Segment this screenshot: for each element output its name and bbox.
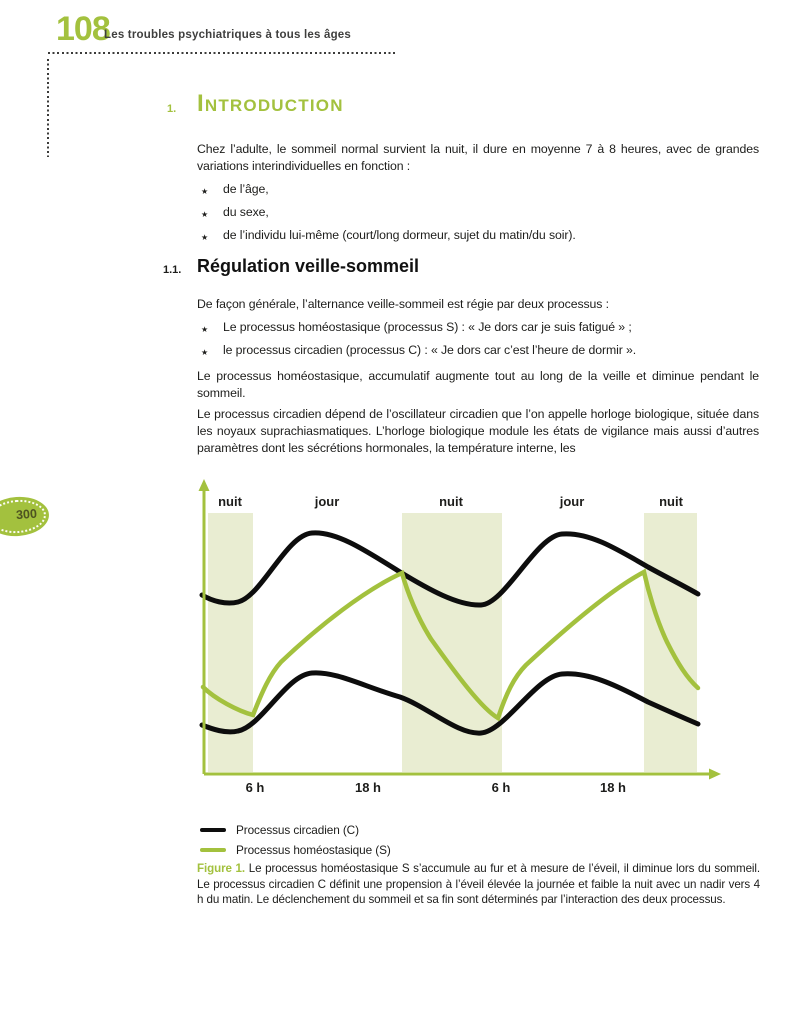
star-bullet-icon: ★ [201, 348, 209, 357]
svg-text:nuit: nuit [659, 494, 683, 509]
legend-label: Processus circadien (C) [236, 823, 359, 837]
legend-row-homeostasique [200, 840, 391, 860]
margin-dotted-rule [47, 59, 49, 157]
period-labels [218, 494, 683, 509]
paragraph-homeostatique: Le processus homéostasique, accumulatif augmente tout au long de la veille et diminue pendant le sommeil. [197, 369, 759, 400]
green-line-swatch-icon [200, 848, 226, 853]
legend-label: Processus homéostasique (S) [236, 843, 391, 857]
page-number-tab [0, 495, 50, 538]
list-item [201, 342, 757, 359]
svg-text:18 h: 18 h [354, 780, 382, 795]
svg-text:6 h: 6 h [491, 780, 511, 795]
list-item [201, 227, 757, 244]
black-line-swatch-icon [200, 828, 226, 833]
legend-row-circadien [200, 820, 391, 840]
two-process-model-chart [196, 478, 726, 800]
star-bullet-icon: ★ [201, 233, 209, 242]
list-item [201, 319, 757, 336]
svg-text:jour: jour [559, 494, 585, 509]
x-tick-labels [246, 780, 626, 795]
paragraph-circadien: Le processus circadien dépend de l’oscillateur circadien que l’on appelle horloge biologique, située dans les noyaux suprachiasmatiques. L’horloge biologique module les états de vigilance mais aussi d’autres paramètres dont les sécrétions hormonales, la température interne, les [197, 407, 759, 455]
svg-text:18 h: 18 h [599, 780, 627, 795]
intro-bullet-list [201, 181, 757, 250]
intro-lead-paragraph: Chez l’adulte, le sommeil normal survient la nuit, il dure en moyenne 7 à 8 heures, avec de grandes variations interindividuelles en fonction : [197, 142, 759, 173]
page-number: 300 [15, 506, 38, 523]
list-item [201, 181, 757, 198]
list-item-text: de l’âge, [223, 182, 269, 196]
list-item-text: de l’individu lui-même (court/long dormeur, sujet du matin/du soir). [223, 228, 576, 242]
star-bullet-icon: ★ [201, 187, 209, 196]
svg-text:nuit: nuit [439, 494, 463, 509]
star-bullet-icon: ★ [201, 325, 209, 334]
list-item [201, 204, 757, 221]
figure-caption-text: Le processus homéostasique S s’accumule au fur et à mesure de l’éveil, il diminue lors du sommeil. Le processus circadien C définit une propension à l’éveil élevée la journée et faible la nuit avec un nadir vers 4 h du matin. Le déclenchement du sommeil et sa fin sont déterminés par l’interaction des deux processus. [197, 862, 760, 907]
section-number: 1. [167, 103, 177, 115]
chapter-title: Les troubles psychiatriques à tous les âges [104, 29, 351, 41]
section-title-introduction: Introduction [197, 90, 344, 117]
figure-caption-label: Figure 1. [197, 862, 246, 875]
svg-text:jour: jour [314, 494, 340, 509]
list-item-text: Le processus homéostasique (processus S) : « Je dors car je suis fatigué » ; [223, 320, 632, 334]
list-item-text: du sexe, [223, 205, 269, 219]
chapter-number: 108 [56, 10, 110, 48]
chart-legend [200, 820, 391, 860]
list-item-text: le processus circadien (processus C) : « Je dors car c’est l’heure de dormir ». [223, 343, 637, 357]
svg-text:6 h: 6 h [245, 780, 265, 795]
regulation-bullet-list [201, 319, 757, 365]
star-bullet-icon: ★ [201, 210, 209, 219]
regulation-lead-paragraph: De façon générale, l’alternance veille-sommeil est régie par deux processus : [197, 297, 609, 311]
subsection-title-regulation: Régulation veille-sommeil [197, 256, 420, 276]
figure-caption [197, 861, 760, 908]
subsection-number: 1.1. [163, 264, 182, 276]
svg-text:nuit: nuit [218, 494, 242, 509]
header-dotted-rule [48, 52, 395, 54]
